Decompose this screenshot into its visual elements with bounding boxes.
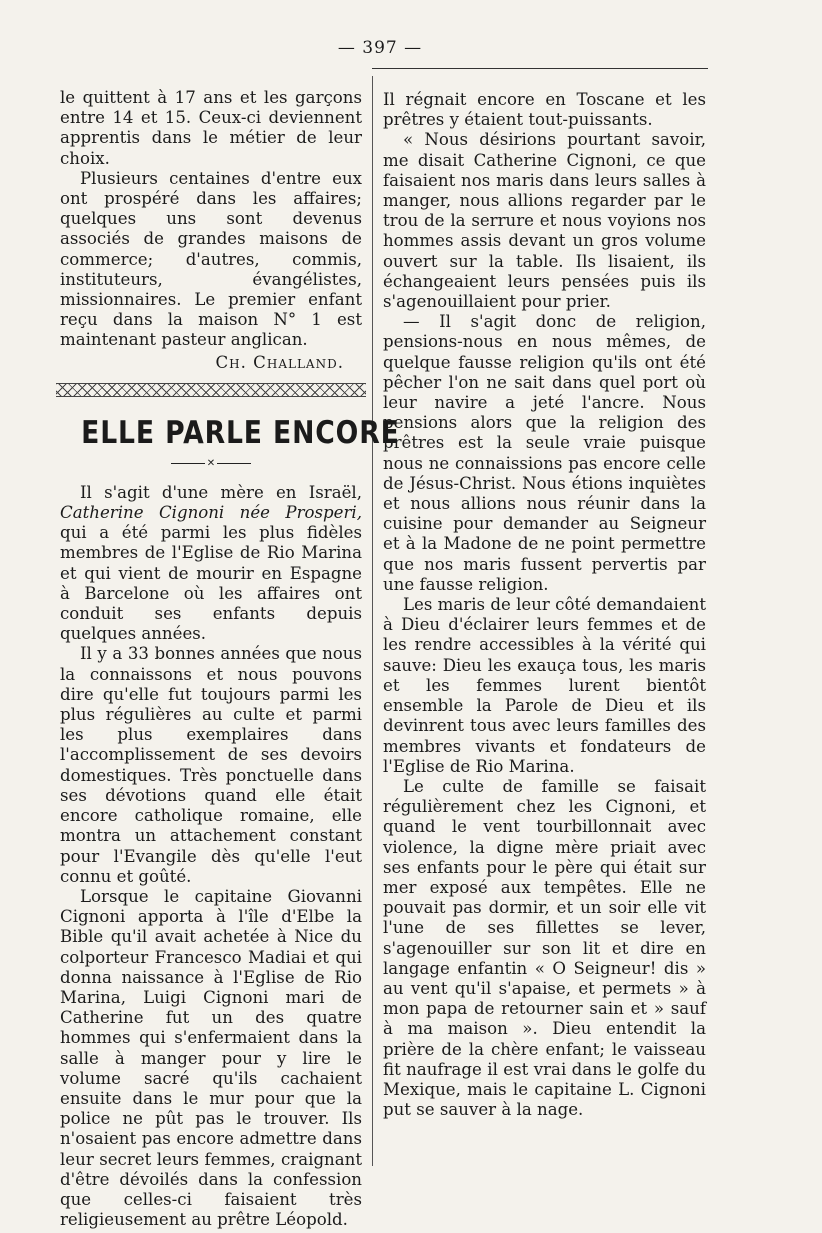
left-column	[60, 88, 400, 1230]
person-name: Catherine Cignoni née Prosperi,	[60, 503, 362, 523]
right-paragraph-3: — Il s'agit donc de religion, pensions-nous en nous mêmes, de quelque fausse religion qu'ils ont été pêcher l'on ne sait dans quel port où leur navire a jeté l'ancre. Nous pensions alors que la religion des prêtres est la seule vraie puisque nous ne connaissions pas encore celle de Jésus-Christ. Nous étions inquiètes et nous allions nous réunir dans la cuisine pour demander au Seigneur et à la Madone de ne point permettre que nos maris fussent pervertis par une fausse religion.	[383, 312, 706, 594]
left-paragraph-5: Lorsque le capitaine Giovanni Cignoni apporta à l'île d'Elbe la Bible qu'il avait achetée à Nice du colporteur Francesco Madiai et qui donna naissance à l'Eglise de Rio Marina, Luigi Cignoni mari de Catherine fut un des quatre hommes qui s'enfermaient dans la salle à manger pour y lire le volume sacré qu'ils cachaient ensuite dans le mur pour que la police ne pût pas le trouver. Ils n'osaient pas encore admettre dans leur secret leurs femmes, craignant d'être dévoilés dans la confession que celles-ci faisaient très religieusement au prêtre Léopold.	[60, 886, 362, 1230]
left-paragraph-4: Il y a 33 bonnes années que nous la connaissons et nous pouvons dire qu'elle fut toujours parmi les plus régulières au culte et parmi les plus exemplaires dans l'accomplissement de ses devoirs domestiques. Très ponctuelle dans ses dévotions quand elle était encore catholique romaine, elle montra un attachement constant pour l'Evangile dès qu'elle l'eut connu et goûté.	[60, 644, 362, 886]
left-paragraph-1: le quittent à 17 ans et les garçons entre 14 et 15. Ceux-ci deviennent apprentis dans le métier de leur choix.	[60, 88, 362, 168]
right-paragraph-5: Le culte de famille se faisait régulièrement chez les Cignoni, et quand le vent tourbillonnait avec violence, la digne mère priait avec ses enfants pour le père qui était sur mer exposé aux tempêtes. Elle ne pouvait pas dormir, et un soir elle vit l'une de ses fillettes se lever, s'agenouiller sur son lit et dire en langage enfantin « O Seigneur! dis » au vent qu'il s'apaise, et permets » à mon papa de retourner sain et » sauf à ma maison ». Dieu entendit la prière de la chère enfant; le vaisseau fit naufrage il est vrai dans le golfe du Mexique, mais le capitaine L. Cignoni put se sauver à la nage.	[383, 776, 706, 1120]
right-paragraph-4: Les maris de leur côté demandaient à Dieu d'éclairer leurs femmes et de les rendre accessibles à la vérité qui sauve: Dieu les exauça tous, les maris et les femmes lurent bientôt ensemble la Parole de Dieu et ils devinrent tous avec leurs familles des membres vivants et fondateurs de l'Eglise de Rio Marina.	[383, 595, 706, 776]
p3-end: qui a été parmi les plus fidèles membres de l'Eglise de Rio Marina et qui vient de mourir en Espagne à Barcelone où les affaires ont conduit ses enfants depuis quelques années.	[60, 523, 362, 644]
right-paragraph-2: « Nous désirions pourtant savoir, me disait Catherine Cignoni, ce que faisaient nos maris dans leurs salles à manger, nous allions regarder par le trou de la serrure et nous voyions nos hommes assis devant un gros volume ouvert sur la table. Ils lisaient, ils échangeaient leurs pensées puis ils s'agenouillaient pour prier.	[383, 130, 706, 312]
header-rule	[372, 68, 708, 69]
left-paragraph-3	[60, 483, 362, 645]
right-column	[383, 90, 706, 1120]
title-flourish-icon: ✕	[60, 457, 362, 471]
page-number: — 397 —	[337, 38, 423, 58]
left-paragraph-2: Plusieurs centaines d'entre eux ont prospéré dans les affaires; quelques uns sont devenus associés de grandes maisons de commerce; d'autres, commis, instituteurs, évangélistes, missionnaires. Le premier enfant reçu dans la maison N° 1 est maintenant pasteur anglican.	[60, 168, 362, 350]
author-signature: Ch. Challand.	[215, 352, 344, 372]
p3-start: Il s'agit d'une mère en Israël,	[80, 482, 362, 502]
right-paragraph-1: Il régnait encore en Toscane et les prêtres y étaient tout-puissants.	[383, 90, 706, 130]
column-divider	[372, 76, 373, 1166]
article-title: ELLE PARLE ENCORE	[81, 414, 400, 451]
ornamental-divider	[56, 383, 366, 397]
